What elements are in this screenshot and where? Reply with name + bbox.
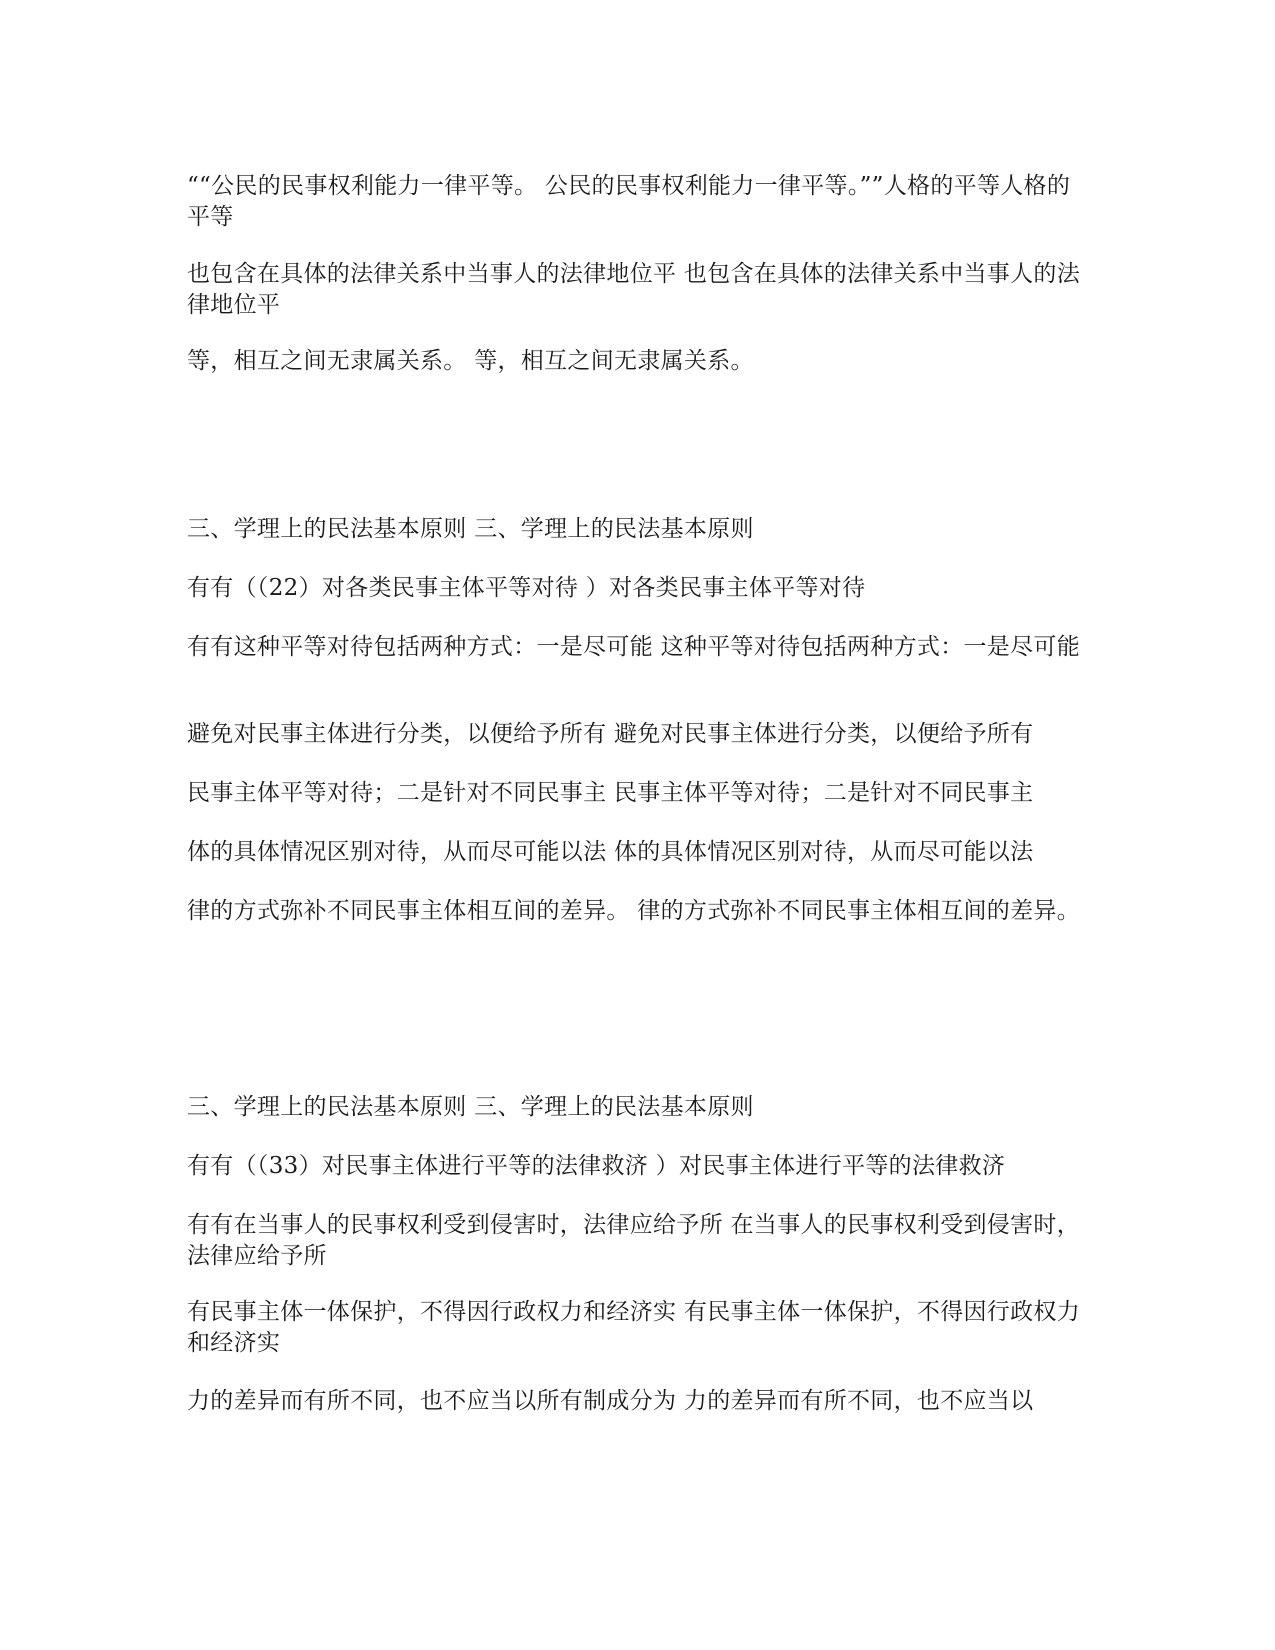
paragraph: 体的具体情况区别对待，从而尽可能以法 体的具体情况区别对待，从而尽可能以法 [187,839,1034,865]
paragraph: 等，相互之间无隶属关系。 等，相互之间无隶属关系。 [187,348,754,374]
paragraph: 力的差异而有所不同，也不应当以所有制成分为 力的差异而有所不同，也不应当以 [187,1388,1034,1414]
section-heading: 三、学理上的民法基本原则 三、学理上的民法基本原则 [187,516,754,542]
paragraph: 有有（（33）对民事主体进行平等的法律救济 ）对民事主体进行平等的法律救济 [187,1153,1006,1179]
paragraph: 有有这种平等对待包括两种方式：一是尽可能 这种平等对待包括两种方式：一是尽可能 [187,634,1081,660]
paragraph: 律的方式弥补不同民事主体相互间的差异。 律的方式弥补不同民事主体相互间的差异。 [187,898,1081,924]
paragraph: 也包含在具体的法律关系中当事人的法律地位平 也包含在具体的法律关系中当事人的法律地位平 [187,261,1081,318]
paragraph: ““公民的民事权利能力一律平等。 公民的民事权利能力一律平等。””人格的平等人格的平等 [187,173,1071,230]
paragraph: 有民事主体一体保护，不得因行政权力和经济实 有民事主体一体保护，不得因行政权力和经济实 [187,1299,1081,1356]
paragraph: 避免对民事主体进行分类，以便给予所有 避免对民事主体进行分类，以便给予所有 [187,721,1034,747]
paragraph: 民事主体平等对待；二是针对不同民事主 民事主体平等对待；二是针对不同民事主 [187,780,1034,806]
paragraph: 有有在当事人的民事权利受到侵害时，法律应给予所 在当事人的民事权利受到侵害时，法律应给予所 [187,1212,1081,1269]
paragraph: 有有（（22）对各类民事主体平等对待 ）对各类民事主体平等对待 [187,575,866,601]
section-heading: 三、学理上的民法基本原则 三、学理上的民法基本原则 [187,1094,754,1120]
